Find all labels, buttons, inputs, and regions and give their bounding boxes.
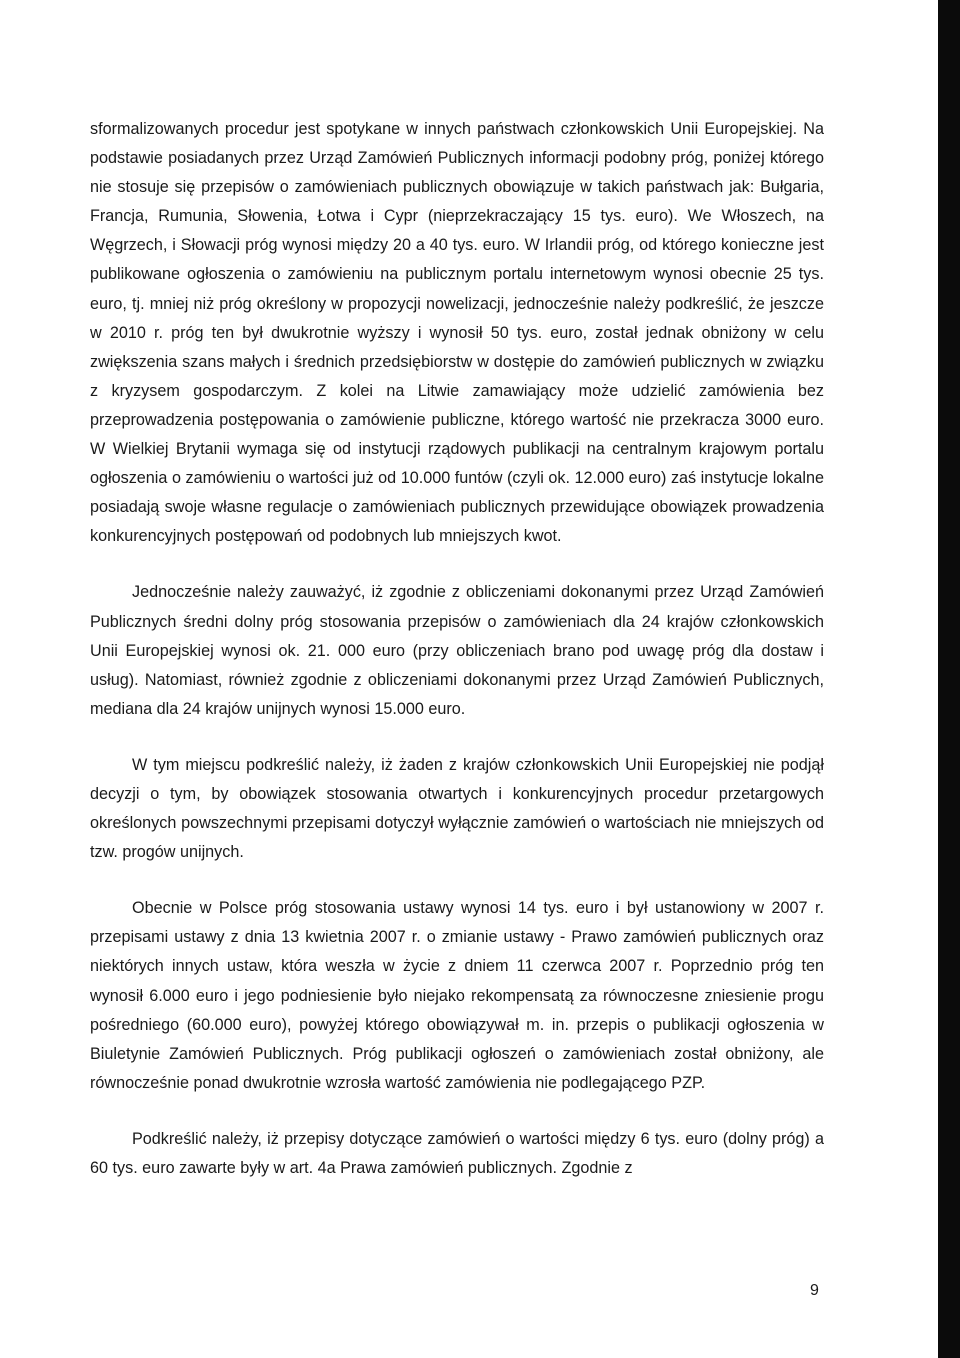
paragraph-eu-thresholds: sformalizowanych procedur jest spotykane w innych państwach członkowskich Unii Europejskiej. Na podstawie posiadanych przez Urząd Zamówień Publicznych informacji podobny próg, poniżej którego nie stosuje się przepisów o zamówieniach publicznych obowiązuje w takich państwach jak: Bułgaria, Francja, Rumunia, Słowenia, Łotwa i Cypr (nieprzekraczający 15 tys. euro). We Włoszech, na Węgrzech, i Słowacji próg wynosi między 20 a 40 tys. euro. W Irlandii próg, od którego konieczne jest publikowane ogłoszenia o zamówieniu na publicznym portalu internetowym wynosi obecnie 25 tys. euro, tj. mniej niż próg określony w propozycji nowelizacji, jednocześnie należy podkreślić, że jeszcze w 2010 r. próg ten był dwukrotnie wyższy i wynosił 50 tys. euro, został jednak obniżony w celu zwiększenia szans małych i średnich przedsiębiorstw w dostępie do zamówień publicznych w związku z kryzysem gospodarczym. Z kolei na Litwie zamawiający może udzielić zamówienia bez przeprowadzenia postępowania o zamówienie publiczne, którego wartość nie przekracza 3000 euro. W Wielkiej Brytanii wymaga się od instytucji rządowych publikacji na centralnym krajowym portalu ogłoszenia o zamówieniu o wartości już od 10.000 funtów (czyli ok. 12.000 euro) zaś instytucje lokalne posiadają swoje własne regulacje o zamówieniach publicznych przewidujące obowiązek prowadzenia konkurencyjnych postępowań od podobnych lub mniejszych kwot.: [90, 120, 824, 546]
paragraph-no-eu-decision: W tym miejscu podkreślić należy, iż żaden z krajów członkowskich Unii Europejskiej nie podjął decyzji o tym, by obowiązek stosowania otwartych i konkurencyjnych procedur przetargowych określonych powszechnymi przepisami dotyczył wyłącznie zamówień o wartościach nie mniejszych od tzw. progów unijnych.: [90, 755, 824, 862]
paragraph-art-4a: Podkreślić należy, iż przepisy dotyczące zamówień o wartości między 6 tys. euro (dolny próg) a 60 tys. euro zawarte były w art. 4a Prawa zamówień publicznych. Zgodnie z: [90, 1129, 824, 1177]
page-number: 9: [810, 1282, 819, 1299]
document-body: [90, 115, 824, 1210]
scan-page-edge: [938, 0, 960, 1358]
paragraph-average-threshold: Jednocześnie należy zauważyć, iż zgodnie z obliczeniami dokonanymi przez Urząd Zamówień Publicznych średni dolny próg stosowania przepisów o zamówieniach dla 24 krajów członkowskich Unii Europejskiej wynosi ok. 21. 000 euro (przy obliczeniach brano pod uwagę próg dla dostaw i usług). Natomiast, również zgodnie z obliczeniami dokonanymi przez Urząd Zamówień Publicznych, mediana dla 24 krajów unijnych wynosi 15.000 euro.: [90, 583, 824, 718]
paragraph-poland-threshold: Obecnie w Polsce próg stosowania ustawy wynosi 14 tys. euro i był ustanowiony w 2007 r. przepisami ustawy z dnia 13 kwietnia 2007 r. o zmianie ustawy - Prawo zamówień publicznych oraz niektórych innych ustaw, która weszła w życie z dniem 11 czerwca 2007 r. Poprzednio próg ten wynosił 6.000 euro i jego podniesienie było niejako rekompensatą za równoczesne zniesienie progu pośredniego (60.000 euro), powyżej którego obowiązywał m. in. przepis o publikacji ogłoszenia w Biuletynie Zamówień Publicznych. Próg publikacji ogłoszeń o zamówieniach został obniżony, ale równocześnie ponad dwukrotnie wzrosła wartość zamówienia nie podlegającego PZP.: [90, 899, 824, 1092]
